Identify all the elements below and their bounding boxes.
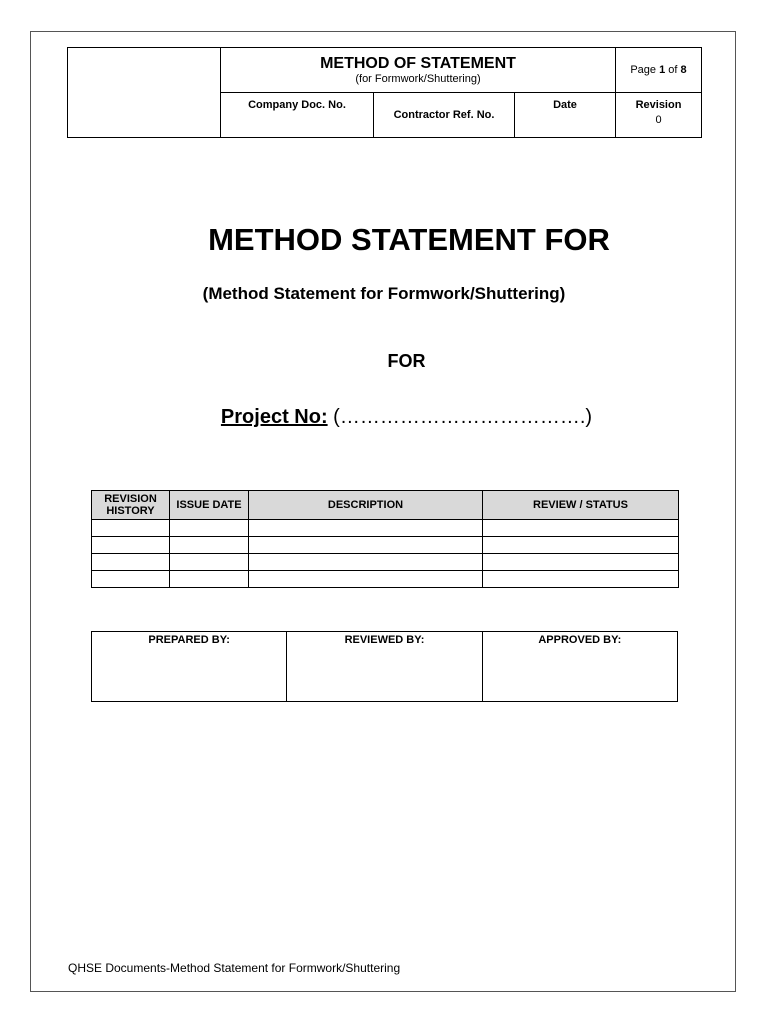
table-cell xyxy=(249,571,483,588)
table-cell xyxy=(170,554,249,571)
cover-subtitle: (Method Statement for Formwork/Shuttering) xyxy=(202,284,566,303)
table-row xyxy=(92,537,679,554)
project-value: (……………………………….) xyxy=(333,406,593,428)
column-header: REVIEW / STATUS xyxy=(483,491,679,520)
table-cell xyxy=(483,571,679,588)
page-of: of xyxy=(668,64,678,76)
column-header: REVISION HISTORY xyxy=(92,491,170,520)
revision-cell xyxy=(616,93,702,138)
page-current: 1 xyxy=(659,64,666,76)
page-footer: QHSE Documents-Method Statement for Formwork/Shuttering xyxy=(68,961,401,975)
table-cell xyxy=(170,520,249,537)
table-row xyxy=(92,554,679,571)
table-cell xyxy=(170,571,249,588)
cover-for-label: FOR xyxy=(387,351,426,371)
table-row xyxy=(92,520,679,537)
cover-title: METHOD STATEMENT FOR xyxy=(208,222,610,257)
reviewed-by-cell: REVIEWED BY: xyxy=(287,632,482,702)
prepared-by-cell: PREPARED BY: xyxy=(92,632,287,702)
page-number xyxy=(616,48,702,93)
table-cell xyxy=(249,520,483,537)
revision-label: Revision xyxy=(635,99,682,111)
table-cell xyxy=(483,537,679,554)
table-cell xyxy=(483,520,679,537)
date-label: Date xyxy=(515,93,616,138)
logo-cell xyxy=(68,48,221,138)
header-subtitle: (for Formwork/Shuttering) xyxy=(355,72,481,85)
header-title-cell xyxy=(221,48,616,93)
column-header: ISSUE DATE xyxy=(170,491,249,520)
revision-value: 0 xyxy=(655,114,662,126)
table-cell xyxy=(92,537,170,554)
header-title: METHOD OF STATEMENT xyxy=(320,54,516,72)
table-cell xyxy=(483,554,679,571)
page-prefix: Page xyxy=(630,64,657,76)
table-row xyxy=(92,571,679,588)
table-cell xyxy=(92,554,170,571)
table-cell xyxy=(170,537,249,554)
table-cell xyxy=(249,537,483,554)
project-label: Project No: xyxy=(220,406,328,428)
project-number-line xyxy=(0,406,768,429)
signature-table xyxy=(91,631,678,702)
document-header-table xyxy=(67,47,702,138)
approved-by-cell: APPROVED BY: xyxy=(482,632,677,702)
contractor-ref-label: Contractor Ref. No. xyxy=(374,93,515,138)
revision-history-table xyxy=(91,490,679,588)
table-cell xyxy=(92,520,170,537)
company-doc-label: Company Doc. No. xyxy=(221,93,374,138)
table-cell xyxy=(249,554,483,571)
page-total: 8 xyxy=(680,64,687,76)
column-header: DESCRIPTION xyxy=(249,491,483,520)
table-cell xyxy=(92,571,170,588)
